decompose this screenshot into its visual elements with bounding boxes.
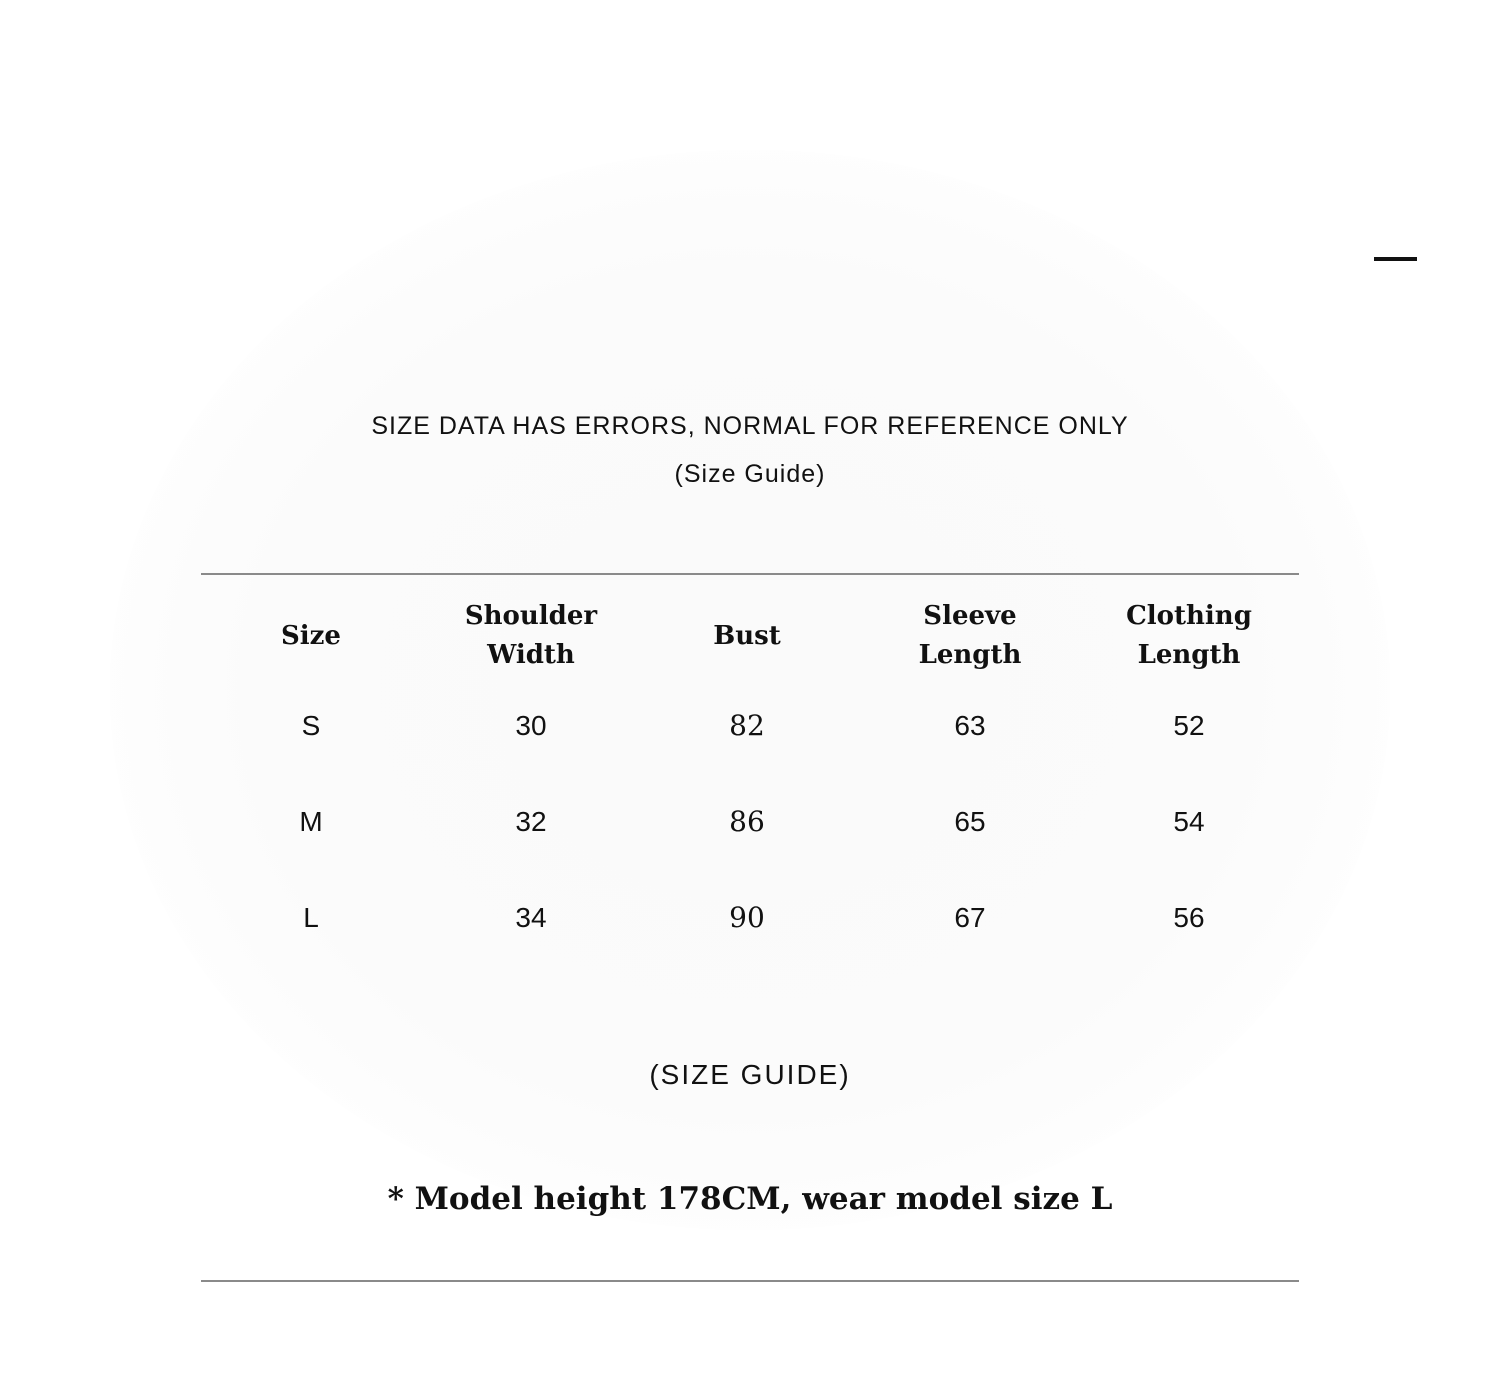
cell-sleeve-length: 67 — [954, 902, 986, 933]
table-bottom-divider — [201, 1280, 1299, 1282]
size-notice: SIZE DATA HAS ERRORS, NORMAL FOR REFERENCE ONLY — [371, 412, 1129, 440]
cell-clothing-length: 54 — [1173, 806, 1205, 837]
header-sleeve-length: Sleeve Length — [918, 601, 1022, 670]
cell-bust: 86 — [729, 805, 765, 838]
cell-sleeve-length: 65 — [954, 806, 986, 837]
cell-size: S — [301, 710, 321, 741]
model-note: * Model height 178CM, wear model size L — [387, 1181, 1113, 1217]
dash-mark — [1374, 257, 1417, 261]
cell-size: M — [299, 806, 323, 837]
table-top-divider — [201, 573, 1299, 575]
cell-sleeve-length: 63 — [954, 710, 986, 741]
cell-bust: 90 — [729, 901, 765, 934]
header-bust: Bust — [713, 620, 781, 651]
header-clothing-length: Clothing Length — [1126, 601, 1252, 670]
size-guide-subtitle: (Size Guide) — [674, 460, 826, 488]
table-row — [0, 802, 1500, 842]
cell-clothing-length: 52 — [1173, 710, 1205, 741]
table-row — [0, 898, 1500, 938]
cell-clothing-length: 56 — [1173, 902, 1205, 933]
table-row — [0, 706, 1500, 746]
cell-size: L — [303, 902, 319, 933]
size-guide-label: (SIZE GUIDE) — [649, 1059, 851, 1090]
cell-shoulder-width: 32 — [515, 806, 547, 837]
header-size: Size — [281, 620, 341, 651]
cell-bust: 82 — [729, 709, 765, 742]
header-shoulder-width: Shoulder Width — [464, 601, 598, 670]
cell-shoulder-width: 30 — [515, 710, 547, 741]
cell-shoulder-width: 34 — [515, 902, 547, 933]
